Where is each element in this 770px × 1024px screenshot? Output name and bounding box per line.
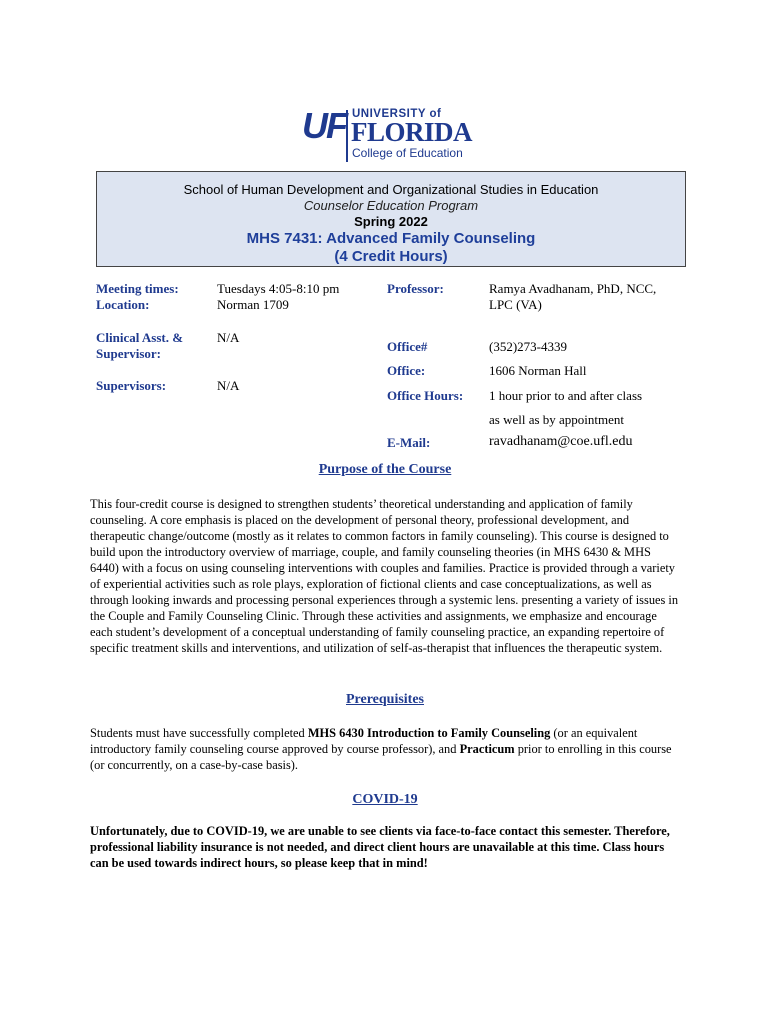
logo-university-text: UNIVERSITY of <box>352 108 442 120</box>
prereq-course-name: MHS 6430 Introduction to Family Counseling <box>307 726 551 740</box>
prereq-text-3: prior to enrolling in this course (or concurrently, on a case-by-case basis). <box>90 742 672 772</box>
location-label: Location: <box>96 297 150 312</box>
location-value: Norman 1709 <box>217 297 289 312</box>
office-phone-label: Office# <box>387 339 428 354</box>
logo-florida-text: FLORIDA <box>351 117 473 147</box>
meeting-times-label: Meeting times: <box>96 281 179 296</box>
professor-label: Professor: <box>387 281 444 296</box>
office-phone-value: (352)273-4339 <box>489 339 567 354</box>
prerequisites-heading: Prerequisites <box>345 692 425 707</box>
prereq-text-2: (or an equivalent introductory family counseling course approved by course professor), and <box>90 726 638 756</box>
email-label: E-Mail: <box>387 435 431 450</box>
purpose-text: This four-credit course is designed to strengthen students’ theoretical understanding and application of family counseling. A core emphasis is placed on the development of personal theory, professional development, and therapeutic change/outcome (mostly as it relates to common factors in family counseling). This course is designed to build upon the introductory overview of marriage, couple, and family counseling theories (in MHS 6430 & MHS 6440) with a focus on using counseling interventions with couples and families. Practice is provided through a variety of experiential activities such as role plays, exploration of fictional clients and case conceptualizations, as well as through looking inwards and processing personal experiences through a systemic lens. presenting a variety of issues in the Couple and Family Counseling Clinic. Through these activities and assignments, we emphasize and encourage each student’s development of a conceptual understanding of family counseling practice, an expanding repertoire of specific treatment skills and interventions, and utilization of self-as-therapist that influences the therapeutic system. <box>90 497 679 655</box>
prereq-text-1: Students must have successfully completed <box>90 726 308 740</box>
clinical-value: N/A <box>217 330 240 345</box>
course-header-box <box>96 171 686 267</box>
office-hours-value-line1: 1 hour prior to and after class <box>489 388 643 403</box>
covid-heading: COVID-19 <box>352 792 418 807</box>
supervisors-label: Supervisors: <box>96 378 167 393</box>
logo-college-text: College of Education <box>352 146 463 160</box>
office-value: 1606 Norman Hall <box>489 363 587 378</box>
credit-hours: (4 Credit Hours) <box>334 248 448 265</box>
professor-value-line1: Ramya Avadhanam, PhD, NCC, <box>489 281 657 296</box>
clinical-label-line1: Clinical Asst. & <box>96 330 184 345</box>
purpose-heading: Purpose of the Course <box>318 462 452 477</box>
program-name: Counselor Education Program <box>303 198 479 213</box>
covid-text: Unfortunately, due to COVID-19, we are unable to see clients via face-to-face contact this semester. Therefore, professional liability insurance is not needed, and direct client hours are unavailable at this time. Class hours can be used towards indirect hours, so please keep that in mind! <box>90 824 670 870</box>
professor-value-line2: LPC (VA) <box>489 297 542 312</box>
logo-uf-mark: UF <box>302 105 346 146</box>
supervisors-value: N/A <box>217 378 240 393</box>
office-hours-label: Office Hours: <box>387 388 464 403</box>
term: Spring 2022 <box>354 214 428 229</box>
course-title: MHS 7431: Advanced Family Counseling <box>246 230 536 247</box>
office-hours-value-line2: as well as by appointment <box>489 412 625 427</box>
prerequisites-text <box>90 725 682 773</box>
email-value: ravadhanam@coe.ufl.edu <box>489 434 633 449</box>
uf-logo <box>302 106 477 162</box>
prereq-practicum: Practicum <box>459 742 515 756</box>
meeting-times-value: Tuesdays 4:05-8:10 pm <box>217 281 340 296</box>
school-name: School of Human Development and Organizational Studies in Education <box>183 182 599 197</box>
logo-divider <box>346 110 348 162</box>
office-label: Office: <box>387 363 426 378</box>
clinical-label-line2: Supervisor: <box>96 346 161 361</box>
